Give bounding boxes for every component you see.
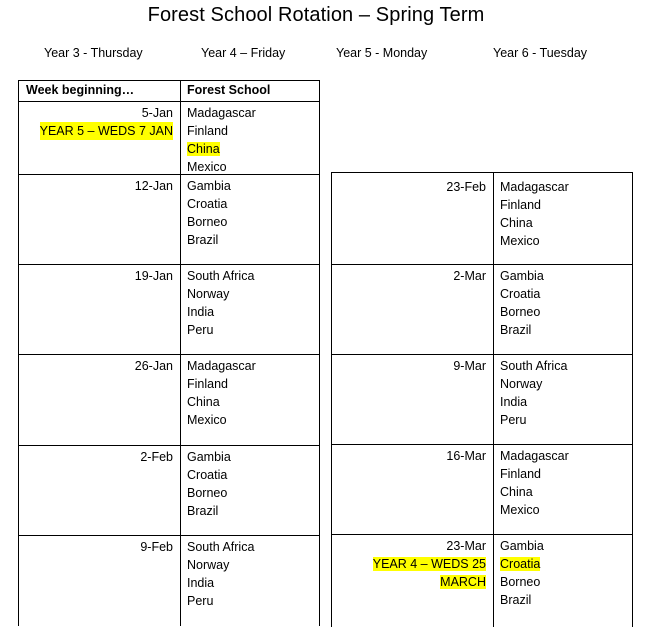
year-5-note: YEAR 5 – WEDS 7 JAN <box>39 124 173 138</box>
year-6-header: Year 6 - Tuesday <box>493 46 588 60</box>
right-border <box>632 172 633 627</box>
week-date: 16-Mar <box>446 449 486 463</box>
week-date: 9-Mar <box>453 359 486 373</box>
list-item: Peru <box>187 323 214 337</box>
list-item: Croatia <box>187 197 228 211</box>
table-row <box>18 101 320 174</box>
list-item: Norway <box>187 558 230 572</box>
list-item: Gambia <box>187 179 231 193</box>
list-item: India <box>187 576 215 590</box>
list-item: Brazil <box>187 233 219 247</box>
week-date: 2-Feb <box>140 450 173 464</box>
list-item: Croatia <box>187 468 228 482</box>
table-row <box>18 174 320 264</box>
list-item: Mexico <box>500 503 540 517</box>
list-item: China <box>187 395 220 409</box>
week-date: 23-Feb <box>446 180 486 194</box>
list-item: India <box>187 305 215 319</box>
left-border <box>331 172 332 627</box>
column-divider <box>493 172 494 627</box>
list-item: China <box>500 485 533 499</box>
table-row <box>331 444 633 534</box>
list-item: Norway <box>187 287 230 301</box>
year-5-header: Year 5 - Monday <box>336 46 428 60</box>
list-item: China <box>500 216 533 230</box>
list-item: Brazil <box>500 593 532 607</box>
year-4-note-line-1: YEAR 4 – WEDS 25 <box>372 557 486 571</box>
right-border <box>319 80 320 626</box>
list-item: Madagascar <box>500 180 569 194</box>
column-divider <box>180 80 181 626</box>
table-row <box>18 264 320 354</box>
list-item-highlighted: Croatia <box>500 557 541 571</box>
list-item: Borneo <box>500 575 541 589</box>
list-item: Peru <box>187 594 214 608</box>
week-date: 19-Jan <box>134 269 173 283</box>
list-item: India <box>500 395 528 409</box>
table-header-row <box>18 80 320 101</box>
list-item: Croatia <box>500 287 541 301</box>
week-date: 5-Jan <box>141 106 173 120</box>
list-item-highlighted: China <box>187 142 220 156</box>
table-row <box>331 354 633 444</box>
list-item: Mexico <box>187 413 227 427</box>
list-item: Madagascar <box>500 449 569 463</box>
week-beginning-header: Week beginning… <box>26 83 135 97</box>
table-row <box>331 172 633 264</box>
list-item: Finland <box>500 198 541 212</box>
week-date: 2-Mar <box>453 269 486 283</box>
table-row <box>18 535 320 626</box>
week-date: 12-Jan <box>134 179 173 193</box>
right-rotation-table <box>331 172 633 627</box>
list-item: South Africa <box>500 359 568 373</box>
list-item: Borneo <box>187 215 228 229</box>
list-item: Borneo <box>500 305 541 319</box>
list-item: Brazil <box>500 323 532 337</box>
week-date: 9-Feb <box>140 540 173 554</box>
list-item: Mexico <box>187 160 227 174</box>
list-item: Madagascar <box>187 106 256 120</box>
list-item: Finland <box>187 124 228 138</box>
list-item: Borneo <box>187 486 228 500</box>
table-row <box>18 445 320 535</box>
week-date: 23-Mar <box>446 539 486 553</box>
left-rotation-table <box>18 80 320 626</box>
table-row <box>331 264 633 354</box>
table-row <box>18 354 320 445</box>
list-item: Peru <box>500 413 527 427</box>
left-border <box>18 80 19 626</box>
list-item: Norway <box>500 377 543 391</box>
forest-school-header: Forest School <box>187 83 271 97</box>
list-item: Finland <box>500 467 541 481</box>
week-date: 26-Jan <box>134 359 173 373</box>
list-item: Madagascar <box>187 359 256 373</box>
year-3-header: Year 3 - Thursday <box>44 46 143 60</box>
year-4-header: Year 4 – Friday <box>201 46 286 60</box>
page-title: Forest School Rotation – Spring Term <box>147 4 485 26</box>
year-4-note-line-2: MARCH <box>440 575 486 589</box>
list-item: Gambia <box>187 450 231 464</box>
list-item: Brazil <box>187 504 219 518</box>
list-item: South Africa <box>187 540 255 554</box>
table-row <box>331 534 633 627</box>
list-item: Mexico <box>500 234 540 248</box>
list-item: Gambia <box>500 269 544 283</box>
list-item: Gambia <box>500 539 544 553</box>
list-item: South Africa <box>187 269 255 283</box>
list-item: Finland <box>187 377 228 391</box>
